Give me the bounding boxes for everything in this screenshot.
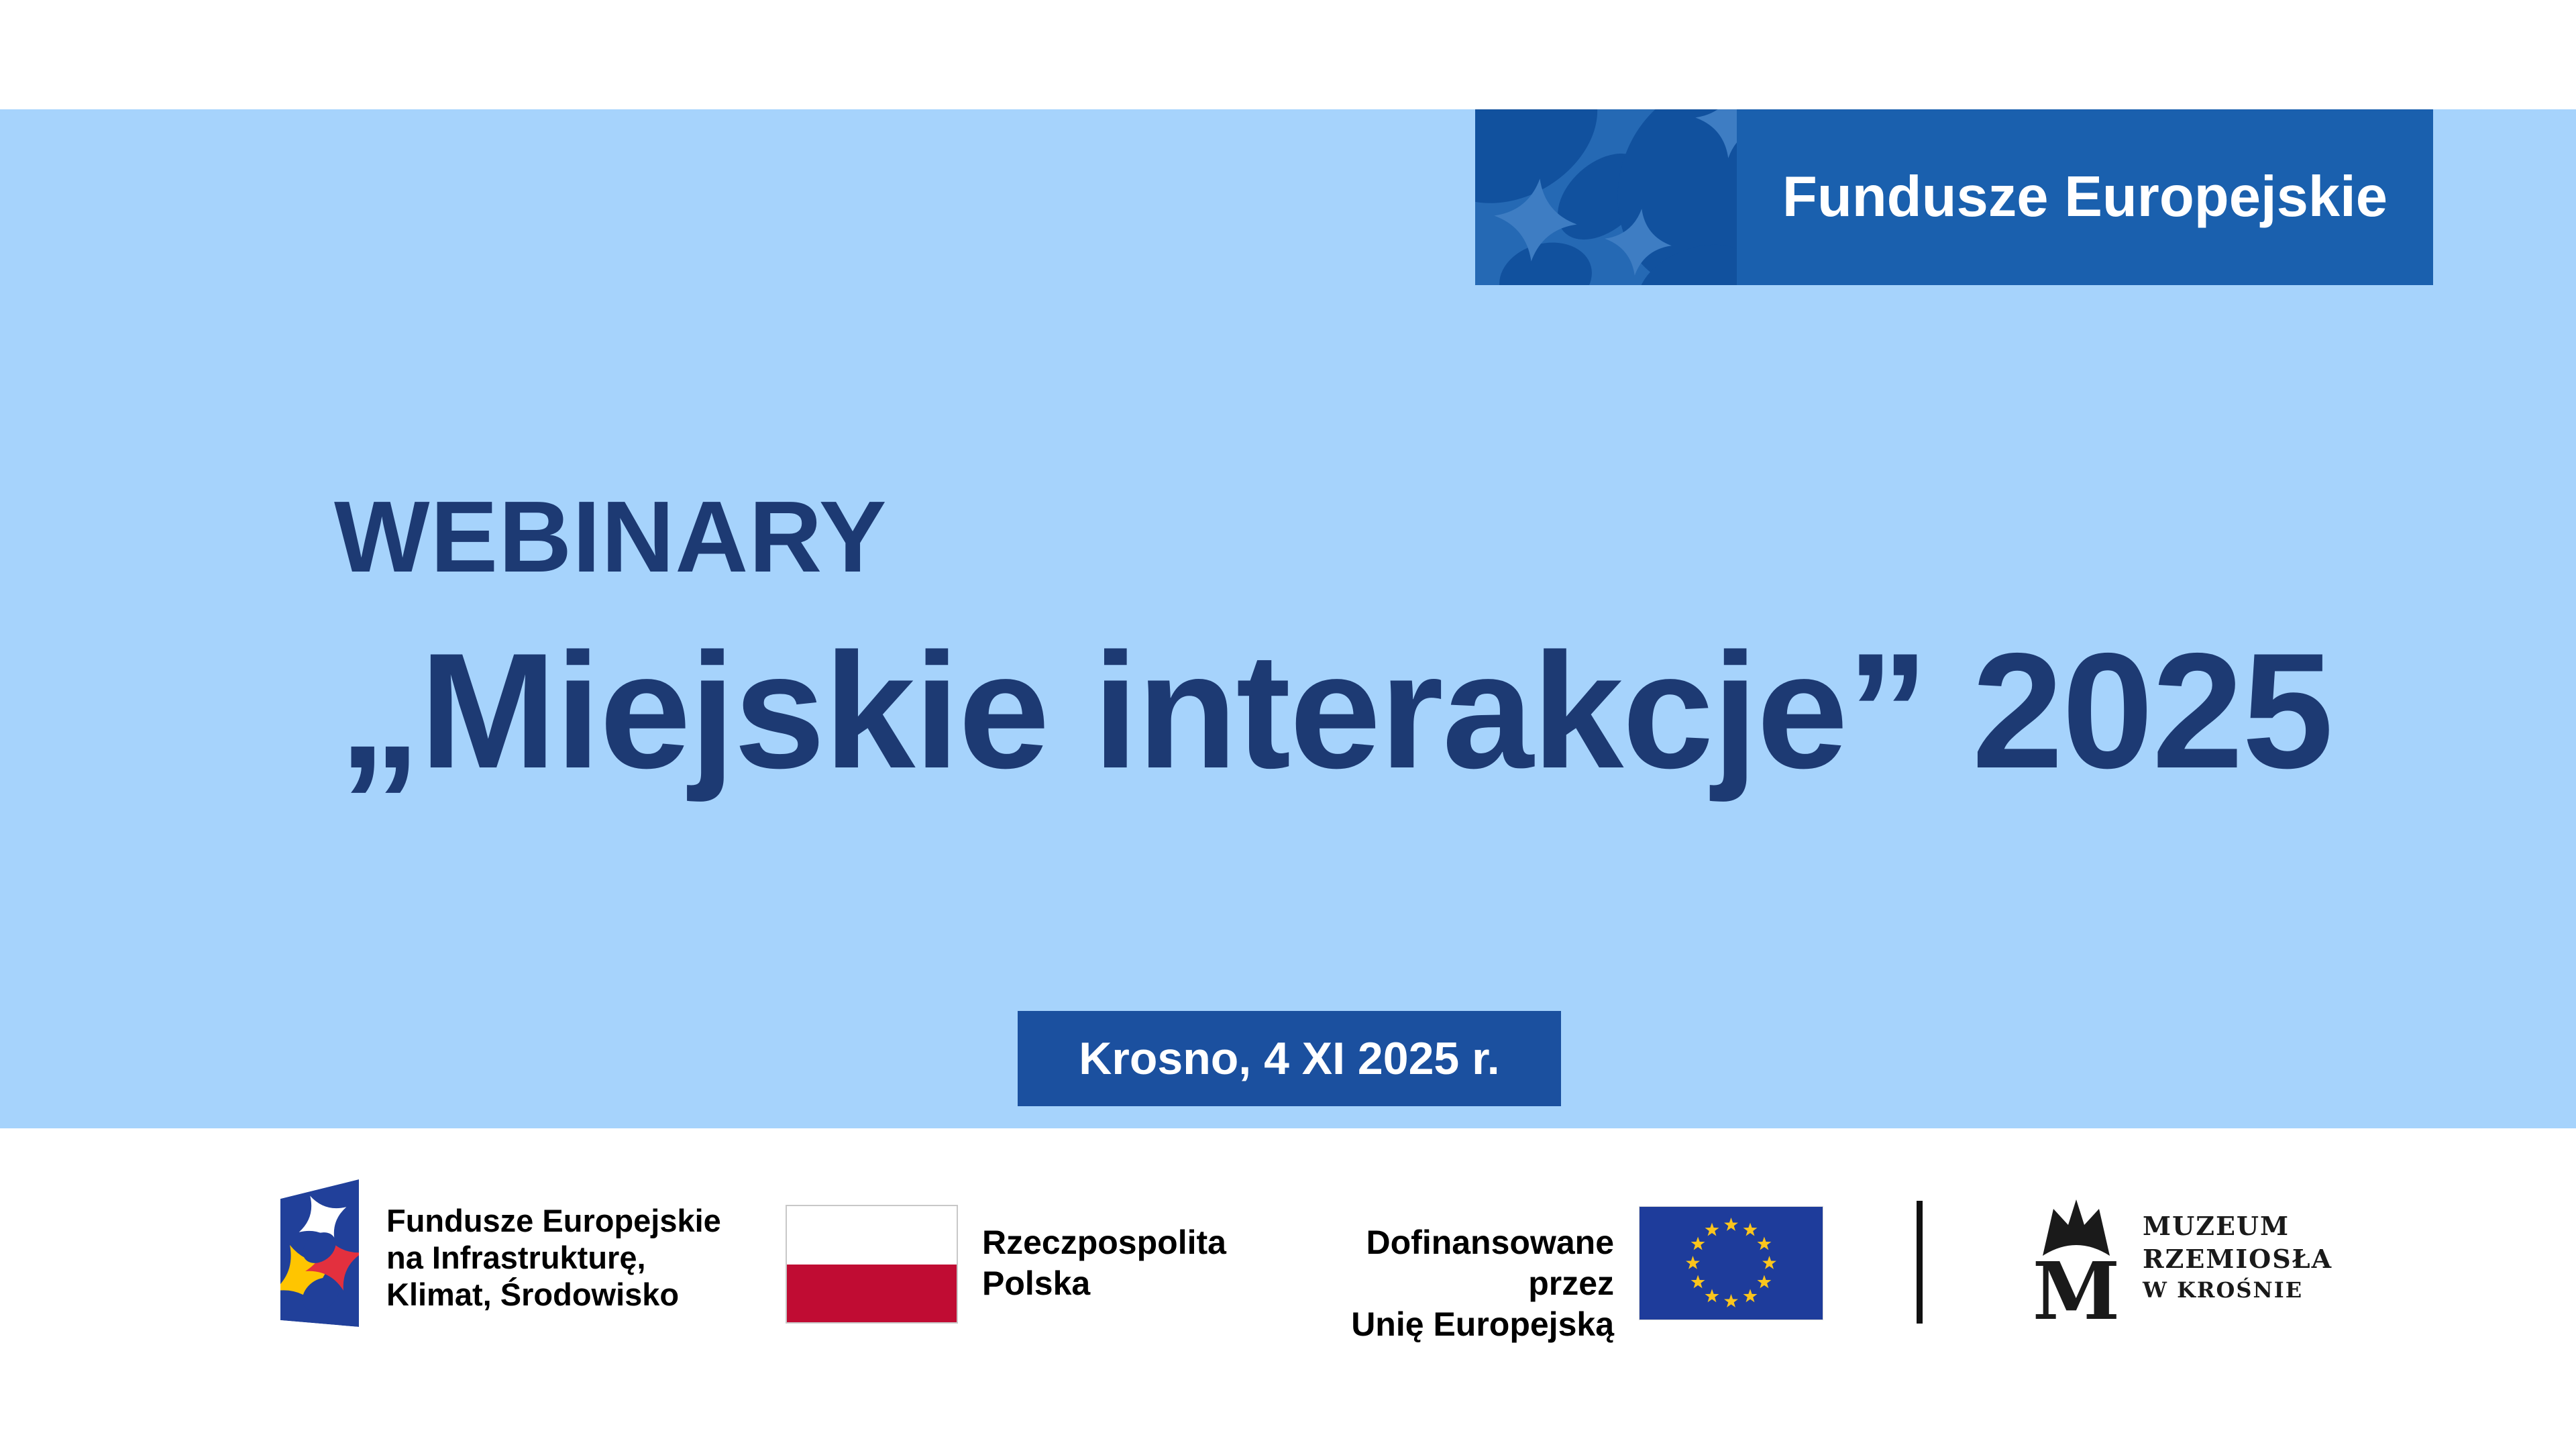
- museum-name-line: RZEMIOSŁA: [2143, 1244, 2333, 1274]
- date-location-label: Krosno, 4 XI 2025 r.: [1079, 1033, 1500, 1084]
- poland-label: [982, 1222, 1226, 1304]
- fundusze-europejskie-banner: [1475, 109, 2433, 285]
- museum-name-line: MUZEUM: [2143, 1211, 2290, 1241]
- museum-name: [2143, 1210, 2332, 1305]
- vertical-divider: [1917, 1201, 1923, 1324]
- fe-programme-line: na Infrastrukturę,: [386, 1240, 646, 1275]
- museum-crown-m-emblem-icon: [2029, 1198, 2124, 1326]
- eu-funds-flag-emblem-icon: [280, 1179, 359, 1327]
- page-title: „Miejskie interakcje” 2025: [339, 619, 2332, 802]
- fe-programme-line: Klimat, Środowisko: [386, 1277, 680, 1312]
- eu-funding-label: [1275, 1222, 1614, 1345]
- poland-flag-icon: [786, 1205, 958, 1324]
- fe-programme-name: [386, 1202, 721, 1313]
- fe-programme-line: Fundusze Europejskie: [386, 1203, 721, 1238]
- eu-funding-line: Unię Europejską: [1351, 1305, 1614, 1343]
- museum-name-line: W KROŚNIE: [2143, 1277, 2304, 1303]
- eu-funds-stars-decoration-icon: [1475, 109, 1737, 285]
- svg-text:M: M: [2032, 1244, 2121, 1326]
- date-location-badge: [1018, 1011, 1561, 1106]
- poland-label-line: Rzeczpospolita: [982, 1224, 1226, 1261]
- banner-label: Fundusze Europejskie: [1782, 165, 2388, 229]
- poland-flag-red-stripe: [787, 1265, 957, 1323]
- kicker-webinary: WEBINARY: [334, 480, 888, 593]
- poland-label-line: Polska: [982, 1265, 1091, 1302]
- eu-flag-icon: [1639, 1206, 1823, 1320]
- eu-funding-line: Dofinansowane przez: [1366, 1224, 1614, 1302]
